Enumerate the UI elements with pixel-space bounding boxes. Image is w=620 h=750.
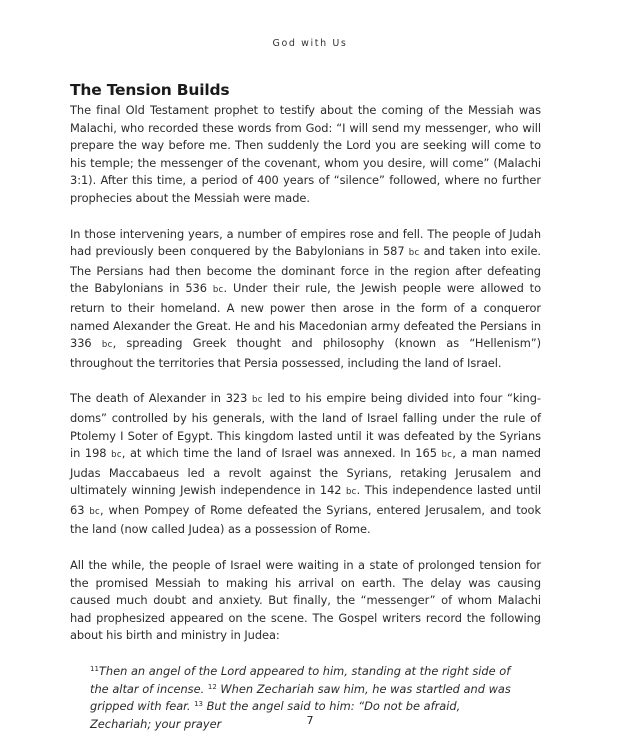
- paragraph-3: [70, 390, 541, 539]
- text-segment: The death of Alexander in 323: [70, 391, 253, 406]
- verse-text: Then an angel of the Lord appeared to him, standing at the right side of the altar of incense.: [90, 664, 511, 696]
- verse-number: 13: [194, 700, 203, 709]
- era-abbrev: bc: [345, 487, 357, 498]
- text-segment: , when Pompey of Rome defeated the Syrians, entered Jerusalem, and took the land (now called Judea) as a possession of Rome.: [70, 502, 541, 537]
- era-abbrev: bc: [89, 506, 101, 517]
- page-number: 7: [306, 714, 314, 727]
- verse-text: But the angel said to him: “Do not be afraid, Zechariah; your prayer: [90, 699, 461, 731]
- paragraph-1: The final Old Testament prophet to testify about the coming of the Messiah was Malachi, who recorded these words from God: “I will send my messenger, who will prepare the way before me. Then suddenly the Lord you are seeking will come to his temple; the messenger of the covenant, whom you desire, will come” (Malachi 3:1). After this time, a period of 400 years of “silence” followed, where no further prophecies about the Messiah were made.: [70, 103, 541, 205]
- text-segment: . This independence lasted until 63: [70, 483, 541, 517]
- era-abbrev: bc: [111, 450, 122, 461]
- verse-number: 12: [207, 682, 217, 691]
- text-segment: led to his empire being divided into four “kingdoms” controlled by his generals, with the land of Israel falling under the rule of Ptolemy I Soter of Egypt. This kingdom lasted until it was defeated by the Syrians in 198: [70, 391, 542, 461]
- era-abbrev: bc: [441, 450, 453, 461]
- text-segment: In those intervening years, a number of empires rose and fell. The people of Judah had previously been conquered by the Babylonians in 587: [70, 226, 541, 259]
- era-abbrev: bc: [408, 248, 420, 259]
- paragraph-4: All the while, the people of Israel were waiting in a state of prolonged tension for the promised Messiah to making his arrival on earth. The delay was causing caused much doubt and anxiety. But finally, the “messenger” of whom Malachi had prophesized appeared on the scene. The Gospel writers record the following about his birth and ministry in Judea:: [70, 558, 541, 643]
- verse-text: When Zechariah saw him, he was startled and was gripped with fear.: [90, 681, 511, 714]
- running-head: God with Us: [272, 38, 348, 49]
- text-segment: , spreading Greek thought and philosophy (known as “Hellenism”) throughout the territories that Persia possessed, including the land of Israel.: [70, 336, 541, 370]
- page-content: [70, 80, 541, 733]
- text-segment: , a man named Judas Maccabaeus led a revolt against the Syrians, retaking Jerusalem and ultimately winning Jewish independence in 142: [70, 446, 541, 498]
- section-heading: The Tension Builds: [70, 81, 230, 99]
- era-abbrev: bc: [252, 395, 263, 406]
- text-segment: and taken into exile. The Persians had then become the dominant force in the region after defeating the Babylonians in 536: [70, 244, 541, 296]
- era-abbrev: bc: [101, 340, 113, 351]
- era-abbrev: bc: [212, 285, 224, 296]
- verse-number: 11: [90, 665, 99, 674]
- paragraph-2: [70, 226, 541, 373]
- text-segment: , at which time the land of Israel was annexed. In 165: [121, 446, 442, 461]
- text-segment: . Under their rule, the Jewish people were allowed to return to their homeland. A new power then arose in the form of a conqueror named Alexander the Great. He and his Macedonian army defeated the Persians in 336: [70, 281, 541, 351]
